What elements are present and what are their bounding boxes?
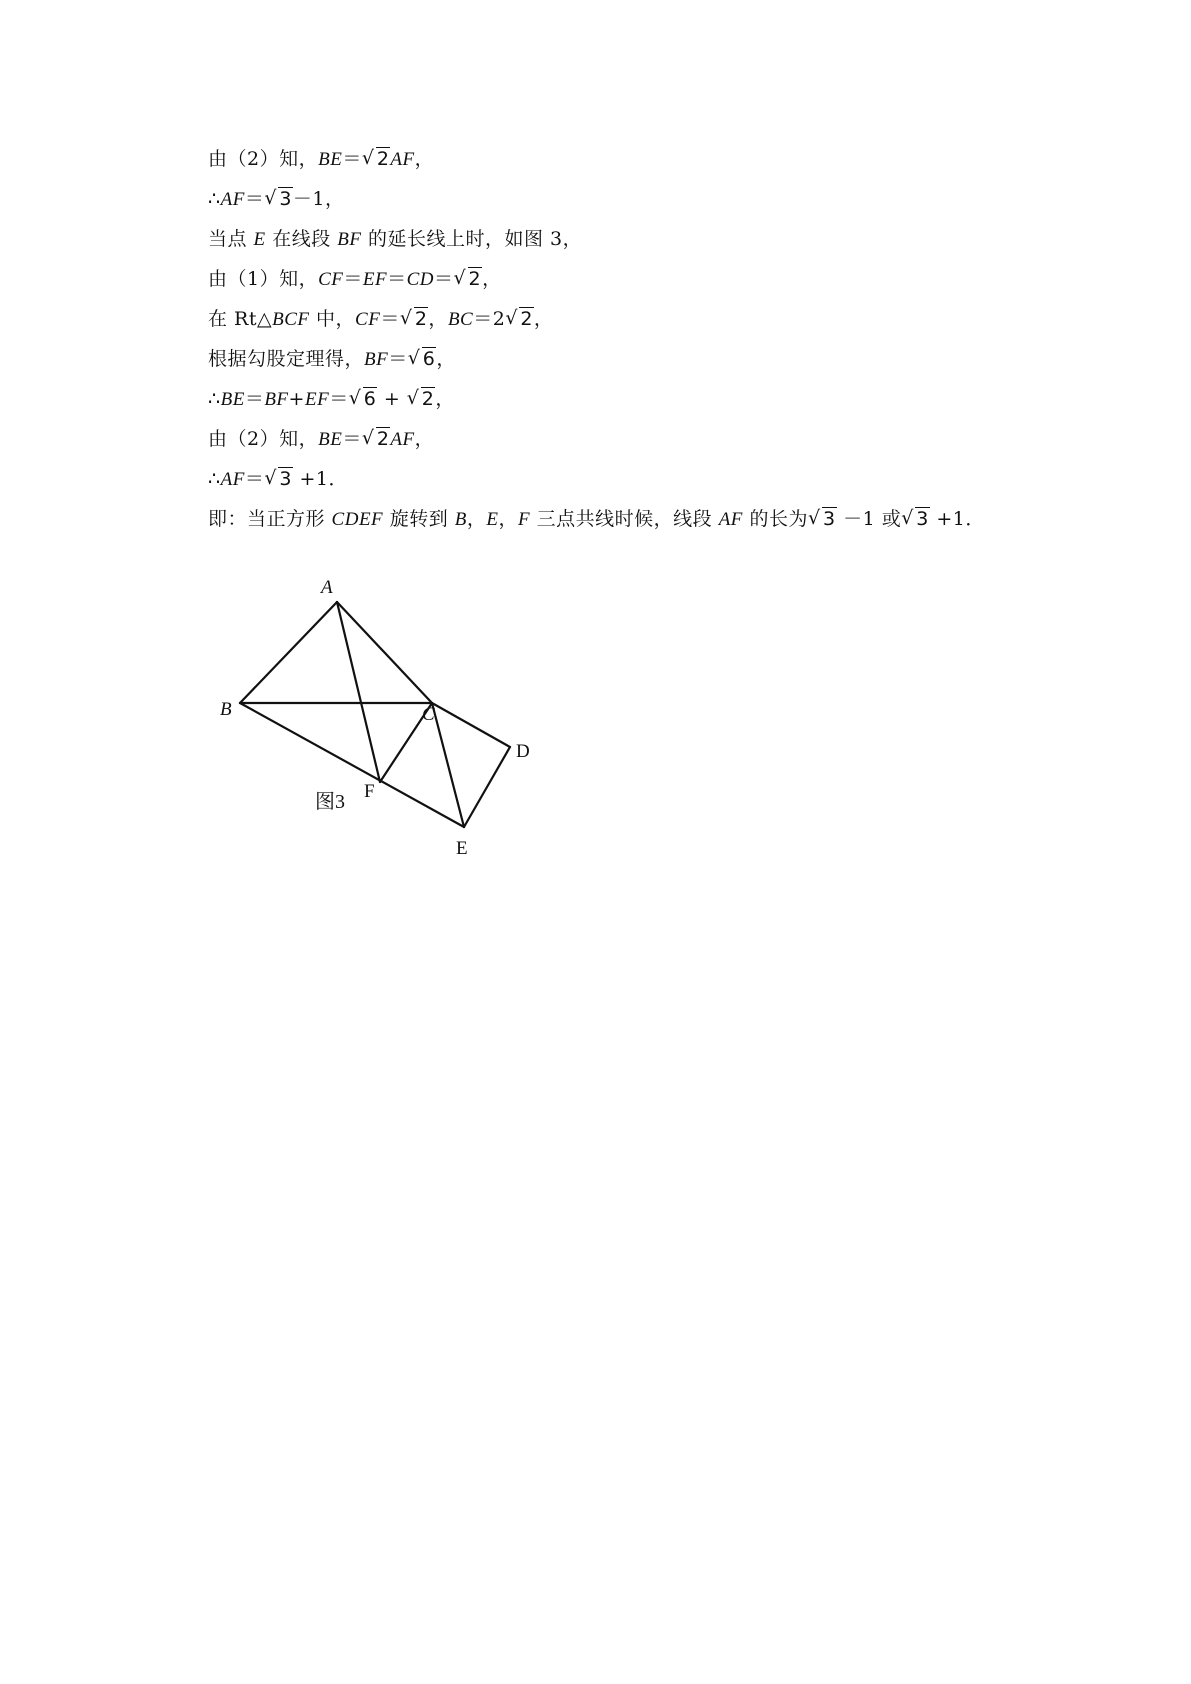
text-segment: 中， <box>309 308 356 330</box>
text-segment: 由（1）知， <box>208 268 319 290</box>
radicand: 3 <box>822 508 836 530</box>
text-segment: + <box>288 388 305 410</box>
math-variable: BF <box>264 389 289 410</box>
therefore-symbol: ∴ <box>208 468 221 490</box>
geometry-figure <box>200 570 560 860</box>
segment-ab <box>240 602 337 703</box>
solution-line-2 <box>208 184 345 215</box>
figure-caption: 图3 <box>315 791 345 813</box>
text-segment: ＝ <box>342 148 362 170</box>
math-variable: AF <box>718 509 743 530</box>
text-segment: －1 或 <box>836 508 902 530</box>
label-c: C <box>422 704 435 725</box>
text-segment: 当点 <box>208 228 254 250</box>
text-segment: ， <box>466 508 487 530</box>
radicand: 3 <box>279 468 292 490</box>
text-segment: ＝ <box>387 268 407 290</box>
segment-de <box>464 747 510 827</box>
square-root <box>409 384 436 414</box>
label-e: E <box>456 838 468 859</box>
math-variable: AF <box>220 469 245 490</box>
segment-af <box>337 602 380 782</box>
text-segment: ＝ <box>343 268 363 290</box>
radicand: 2 <box>468 268 482 290</box>
text-segment: ＝ <box>434 268 454 290</box>
text-segment: 由（2）知， <box>208 148 319 170</box>
segment-ac <box>337 602 432 703</box>
text-segment: 由（2）知， <box>208 428 319 450</box>
solution-line-6 <box>208 344 456 375</box>
math-variable: AF <box>390 149 415 170</box>
text-segment: ＝ <box>380 308 400 330</box>
solution-line-4 <box>208 264 502 295</box>
text-segment: 的长为 <box>742 508 808 530</box>
square-root <box>410 344 437 374</box>
therefore-symbol: ∴ <box>208 188 221 210</box>
text-segment: +1． <box>929 508 985 530</box>
math-variable: CF <box>355 309 381 330</box>
radicand: 2 <box>414 308 428 330</box>
text-segment: ， <box>414 428 435 450</box>
radicand: 6 <box>363 388 377 410</box>
text-segment: + <box>377 388 407 410</box>
math-variable: CF <box>318 269 344 290</box>
square-root <box>810 504 837 534</box>
solution-line-9 <box>208 464 348 495</box>
square-root <box>266 184 293 214</box>
text-segment: ＝ <box>342 428 362 450</box>
text-segment: ＝ <box>244 388 265 410</box>
radicand: 2 <box>520 308 533 330</box>
math-variable: E <box>253 229 266 250</box>
figure-svg <box>200 570 560 860</box>
radicand: 3 <box>279 188 292 210</box>
math-variable: BE <box>318 149 343 170</box>
text-segment: ＝2 <box>473 308 506 330</box>
square-root <box>364 424 391 454</box>
radicand: 2 <box>376 428 390 450</box>
therefore-symbol: ∴ <box>208 388 221 410</box>
text-segment: 根据勾股定理得， <box>208 348 365 370</box>
math-variable: BE <box>318 429 343 450</box>
math-variable: CD <box>406 269 435 290</box>
text-segment: 三点共线时候，线段 <box>530 508 719 530</box>
math-variable: BF <box>364 349 389 370</box>
text-segment: ＝ <box>329 388 349 410</box>
text-segment: ， <box>498 508 518 530</box>
math-variable: BCF <box>272 309 310 330</box>
square-root <box>266 464 293 494</box>
label-f: F <box>364 781 375 802</box>
math-variable: F <box>518 509 531 530</box>
label-a: A <box>321 577 333 598</box>
text-segment: ， <box>414 148 435 170</box>
square-root <box>364 144 391 174</box>
segment-cd <box>432 703 510 747</box>
text-segment: 在 Rt△ <box>208 308 273 330</box>
math-variable: B <box>454 509 467 530</box>
solution-line-3 <box>208 224 582 255</box>
radicand: 3 <box>916 508 929 530</box>
math-variable: E <box>486 509 499 530</box>
text-segment: 的延长线上时，如图 3， <box>361 228 583 250</box>
square-root <box>351 384 378 414</box>
text-segment: ， <box>428 308 448 330</box>
math-variable: AF <box>390 429 415 450</box>
solution-line-1 <box>208 144 434 175</box>
label-d: D <box>516 741 530 762</box>
radicand: 2 <box>421 388 435 410</box>
segment-ce <box>432 703 464 827</box>
radicand: 2 <box>376 148 390 170</box>
solution-line-10 <box>208 504 985 535</box>
square-root <box>456 264 483 294</box>
text-segment: 即：当正方形 <box>208 508 332 530</box>
math-variable: BC <box>447 309 474 330</box>
solution-line-8 <box>208 424 434 455</box>
text-segment: －1， <box>292 188 345 210</box>
math-variable: AF <box>220 189 245 210</box>
square-root <box>903 504 930 534</box>
math-variable: BF <box>337 229 362 250</box>
text-segment: ， <box>482 268 502 290</box>
math-variable: BE <box>220 389 245 410</box>
text-segment: ， <box>436 348 456 370</box>
text-segment: ， <box>435 388 455 410</box>
math-variable: CDEF <box>331 509 384 530</box>
text-segment: 旋转到 <box>383 508 455 530</box>
solution-line-5 <box>208 304 553 335</box>
text-segment: ＝ <box>388 348 408 370</box>
text-segment: ， <box>533 308 554 330</box>
square-root <box>507 304 534 334</box>
math-variable: EF <box>304 389 330 410</box>
text-segment: ＝ <box>244 468 265 490</box>
square-root <box>402 304 429 334</box>
text-segment: 在线段 <box>265 228 338 250</box>
label-b: B <box>220 699 232 720</box>
text-segment: +1． <box>292 468 348 490</box>
solution-line-7 <box>208 384 455 415</box>
text-segment: ＝ <box>244 188 265 210</box>
radicand: 6 <box>422 348 436 370</box>
math-variable: EF <box>362 269 388 290</box>
